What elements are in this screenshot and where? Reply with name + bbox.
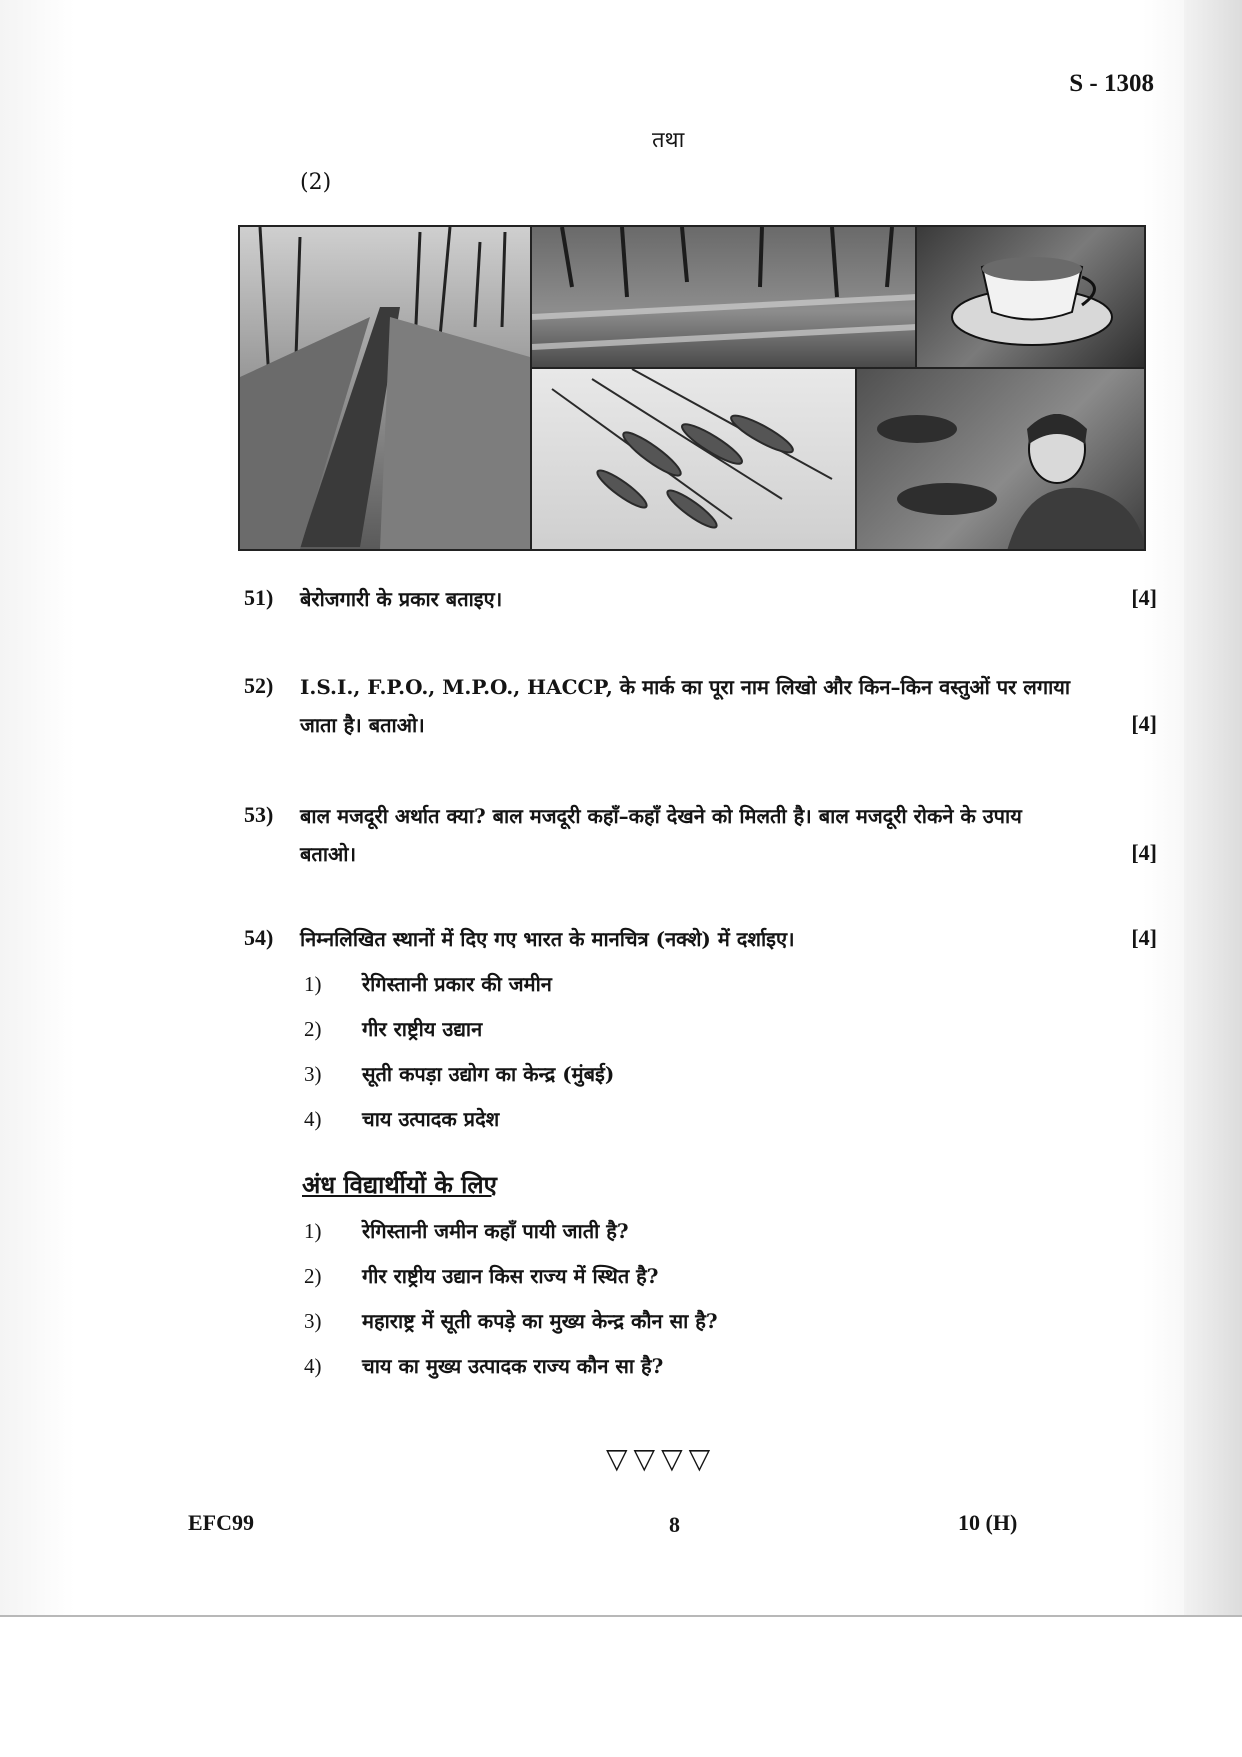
tea-plantation-photo-collage [238,225,1146,551]
q54-item-1-text: रेगिस्तानी प्रकार की जमीन [362,972,552,996]
tea-garden-path-photo [240,227,530,549]
tea-cup-photo [915,227,1146,367]
question-51-text: बेरोजगारी के प्रकार बताइए। [300,587,503,611]
page-bottom-edge [0,1615,1242,1757]
q54-item-2-number: 2) [304,1017,322,1041]
blind-students-heading: अंध विद्यार्थीयों के लिए [302,1170,497,1199]
question-51-number: 51) [244,585,274,610]
q54-item-2-text: गीर राष्ट्रीय उद्यान [362,1017,483,1041]
footer-page-number: 8 [669,1512,680,1537]
end-of-paper-marker: ▽▽▽▽ [606,1442,717,1475]
q54-item-3-text: सूती कपड़ा उद्योग का केन्द्र (मुंबई) [362,1062,615,1086]
page-edge-shadow [1184,0,1242,1755]
question-53-text-line1: बाल मजदूरी अर्थात क्या? बाल मजदूरी कहाँ–कहाँ देखने को मिलती है। बाल मजदूरी रोकने के उपाय [300,804,1022,828]
question-52-text-line1: I.S.I., F.P.O., M.P.O., HACCP, के मार्क का पूरा नाम लिखो और किन–किन वस्तुओं पर लगाया [300,675,1071,699]
blind-item-1-text: रेगिस्तानी जमीन कहाँ पायी जाती है? [362,1219,629,1243]
tea-bushes-rows-photo [530,227,917,367]
question-53-marks: [4] [1131,840,1157,865]
q54-item-4-number: 4) [304,1107,322,1131]
blind-item-2-text: गीर राष्ट्रीय उद्यान किस राज्य में स्थित है? [362,1264,659,1288]
question-54-marks: [4] [1131,925,1157,950]
q54-item-4-text: चाय उत्पादक प्रदेश [362,1107,500,1131]
tea-leaf-sprigs-photo [530,367,857,551]
blind-item-2-number: 2) [304,1264,322,1288]
sub-question-number: (2) [300,170,332,195]
paper-code: S - 1308 [1069,70,1154,97]
tea-picker-woman-photo [855,367,1146,551]
question-52-marks: [4] [1131,711,1157,736]
tatha-label: तथा [652,128,685,153]
question-52-text-line2: जाता है। बताओ। [300,713,425,737]
question-53-number: 53) [244,802,274,827]
question-53-text-line2: बताओ। [300,842,357,866]
blind-item-1-number: 1) [304,1219,322,1243]
question-54-text: निम्नलिखित स्थानों में दिए गए भारत के मानचित्र (नक्शे) में दर्शाइए। [300,927,795,951]
footer-class-code: 10 (H) [958,1510,1018,1535]
q54-item-1-number: 1) [304,972,322,996]
blind-item-4-number: 4) [304,1354,322,1378]
question-51-marks: [4] [1131,585,1157,610]
q54-item-3-number: 3) [304,1062,322,1086]
blind-item-3-number: 3) [304,1309,322,1333]
footer-paper-id: EFC99 [188,1510,254,1535]
question-54-number: 54) [244,925,274,950]
blind-item-3-text: महाराष्ट्र में सूती कपड़े का मुख्य केन्द्र कौन सा है? [362,1309,718,1333]
blind-item-4-text: चाय का मुख्य उत्पादक राज्य कौन सा है? [362,1354,664,1378]
question-52-number: 52) [244,673,274,698]
